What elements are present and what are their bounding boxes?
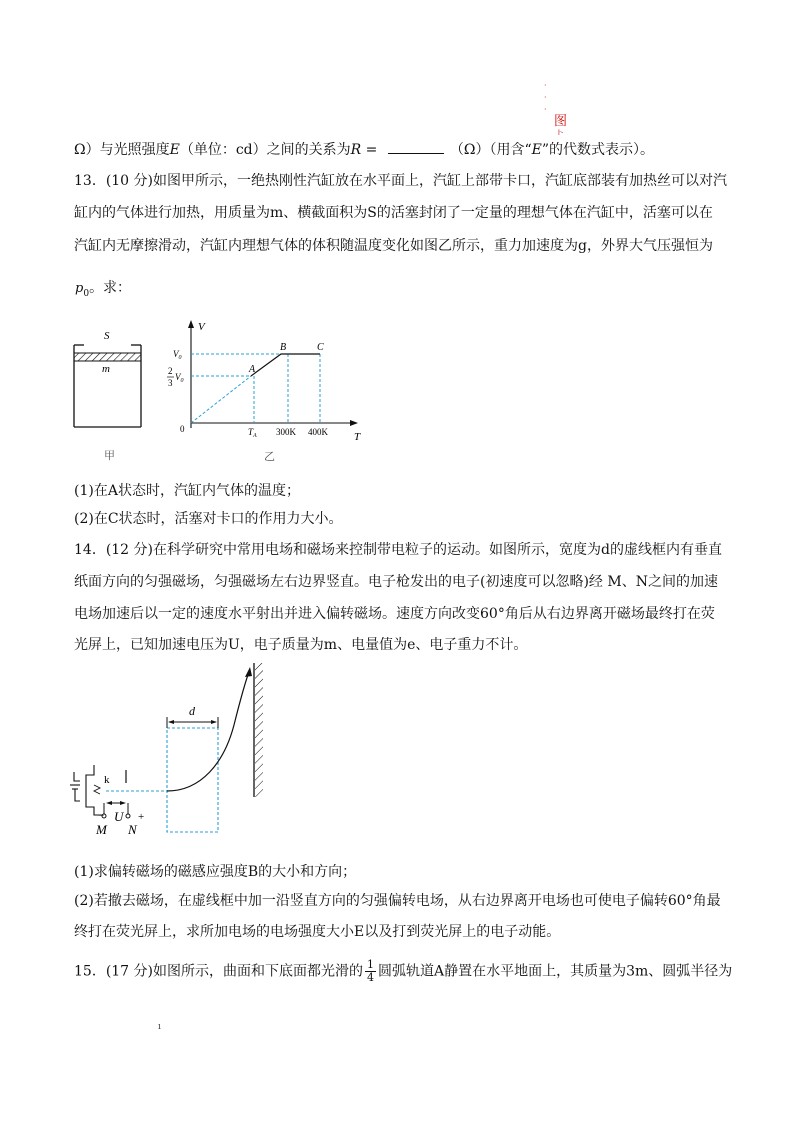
d-arrow-right (211, 720, 217, 724)
figure-q14 (66, 655, 276, 840)
u-arrow-left (106, 801, 112, 805)
q13-sub1: (1)在A状态时，汽缸内气体的温度； (74, 483, 300, 499)
stamp-dots: · · · (544, 81, 547, 114)
v-axis-arrow (188, 320, 194, 328)
q13-sub2: (2)在C状态时，活塞对卡口的作用力大小。 (74, 511, 343, 527)
figure-yi (166, 318, 376, 464)
dash-origin-to-A (191, 376, 251, 423)
label-N: N (128, 822, 137, 837)
q13-line-3: 汽缸内无摩擦滑动，汽缸内理想气体的体积随温度变化如图乙所示，重力加速度为g，外界大气压强恒为 (74, 238, 713, 254)
gun-filament (94, 785, 100, 794)
label-M: M (96, 822, 107, 837)
stamp-glyph: 图 (554, 114, 568, 129)
t-axis-label: T (354, 431, 361, 443)
label-U: U (114, 809, 124, 824)
gun-body-bottom (75, 789, 80, 801)
q14-sub1: (1)求偏转磁场的磁感应强度B的大小和方向； (74, 864, 357, 880)
q14-line-1: 14．(12 分)在科学研究中常用电场和磁场来控制带电粒子的运动。如图所示，宽度为d的虚线框内有垂直 (74, 542, 722, 558)
origin-label: 0 (180, 424, 185, 434)
tick-400K: 400K (308, 427, 328, 437)
process-line-ABC (251, 354, 320, 376)
label-S: S (104, 330, 110, 342)
tick-300K: 300K (276, 427, 296, 437)
point-A: A (249, 364, 256, 375)
tick-three: 3 (168, 378, 173, 388)
tick-V0b: $V_0$ (175, 372, 184, 384)
d-arrow-left (168, 720, 174, 724)
piston (74, 353, 141, 361)
point-C: C (317, 342, 324, 353)
q13-line-1: 13．(10 分)如图甲所示，一绝热刚性汽缸放在水平面上，汽缸上部带卡口，汽缸底部装有加热丝可以对汽 (74, 173, 728, 189)
q14-sub2-line2: 终打在荧光屏上，求所加电场的电场强度大小E以及打到荧光屏上的电子动能。 (74, 924, 561, 940)
footer-mark: ı (158, 1022, 161, 1032)
tick-two: 2 (168, 366, 173, 376)
tick-V0: $V_0$ (173, 349, 182, 361)
answer-blank[interactable] (388, 139, 444, 154)
terminal-N (126, 814, 130, 818)
point-B: B (280, 342, 287, 353)
label-minus: − (98, 810, 105, 822)
fraction-quarter: $\frac{1}{4}$ (367, 958, 375, 984)
figure-jia (64, 325, 154, 465)
caption-yi: 乙 (264, 451, 275, 463)
q14-line-2: 纸面方向的匀强磁场，匀强磁场左右边界竖直。电子枪发出的电子(初速度可以忽略)经 M、N之间的加速 (74, 574, 718, 590)
q14-sub2-line1: (2)若撤去磁场，在虚线框中加一沿竖直方向的匀强偏转电场，从右边界离开电场也可使电子偏转60°角最 (74, 893, 721, 909)
q13-line-4: $p_0$。求： (75, 280, 132, 299)
q12-tail-line: Ω）与光照强度E（单位：cd）之间的关系为R = （Ω）（用含“E”的代数式表示）。 (74, 139, 654, 160)
corner-stamp (540, 80, 570, 140)
gun-body-top (74, 772, 80, 781)
q13-line-2: 缸内的气体进行加热，用质量为m、横截面积为S的活塞封闭了一定量的理想气体在汽缸中，活塞可以在 (74, 205, 713, 221)
q14-line-4: 光屏上，已知加速电压为U，电子质量为m、电量值为e、电子重力不计。 (74, 637, 528, 653)
caption-jia: 甲 (104, 450, 115, 462)
field-box (167, 728, 218, 832)
u-arrow-right (120, 801, 126, 805)
t-axis-arrow (350, 420, 358, 426)
tick-TA: $T_A$ (248, 427, 257, 439)
label-d: d (189, 704, 195, 718)
q14-line-3: 电场加速后以一定的速度水平射出并进入偏转磁场。速度方向改变60°角后从右边界离开磁场最终打在荧 (74, 606, 715, 622)
q15-line-1: 15．(17 分)如图所示，曲面和下底面都光滑的 $\frac{1}{4}$ 圆弧轨道A静置在水平地面上，其质量为3m、圆弧半径为 (74, 958, 733, 984)
label-k: k (104, 774, 110, 786)
label-m: m (102, 363, 110, 375)
stamp-glyph2: 卜 (555, 130, 565, 137)
electron-trajectory (167, 669, 250, 791)
label-plus: + (138, 811, 145, 823)
trajectory-arrow (245, 667, 252, 677)
screen-hatch (255, 663, 263, 797)
v-axis-label: V (198, 321, 205, 333)
